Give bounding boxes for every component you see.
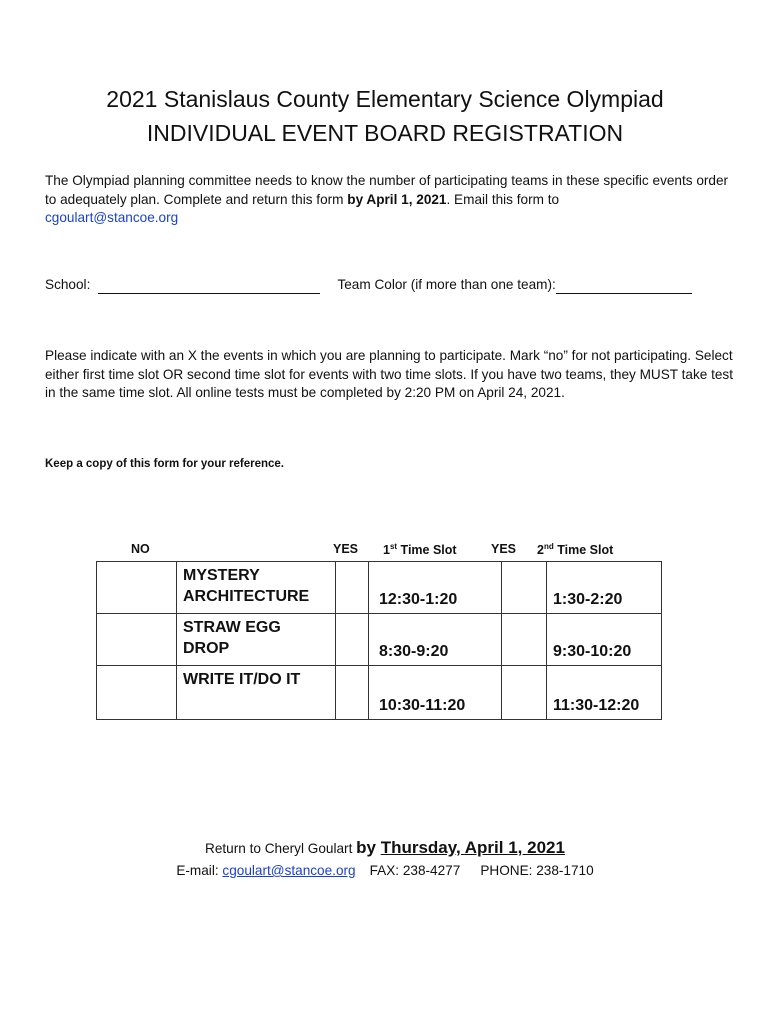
page-title: 2021 Stanislaus County Elementary Science Olympiad [106, 86, 664, 112]
phone-number: PHONE: 238-1710 [480, 863, 594, 878]
yes-slot1-cell[interactable] [336, 562, 369, 614]
return-date: Thursday, April 1, 2021 [380, 838, 565, 857]
no-checkbox-cell[interactable] [97, 614, 177, 666]
instructions-paragraph: Please indicate with an X the events in which you are planning to participate. Mark “no” for not participating. Select either first time slot OR second time slot for events with two time slots. If you have two teams, they MUST take test in the same time slot. All online tests must be completed by 2:20 PM on April 24, 2021. [45, 348, 733, 400]
team-color-label: Team Color (if more than one team): [337, 277, 556, 292]
school-input-line[interactable] [98, 278, 320, 294]
registration-fields [45, 276, 725, 294]
intro-text: The Olympiad planning committee needs to know the number of participating teams in these specific events order to adequately plan. Complete and return this form [45, 173, 729, 207]
page-subtitle: INDIVIDUAL EVENT BOARD REGISTRATION [146, 120, 624, 146]
slot2-time: 9:30-10:20 [547, 614, 662, 666]
table-row [97, 562, 662, 614]
header-yes-1: YES [333, 542, 359, 556]
yes-slot2-cell[interactable] [502, 614, 547, 666]
event-name: STRAW EGG DROP [177, 614, 336, 666]
no-checkbox-cell[interactable] [97, 562, 177, 614]
header-no: NO [131, 542, 150, 556]
school-label: School: [45, 277, 91, 292]
intro-text-after: . Email this form to [446, 191, 560, 207]
table-row [97, 666, 662, 720]
return-by: by [356, 838, 381, 857]
yes-slot1-cell[interactable] [336, 666, 369, 720]
return-line [0, 836, 770, 861]
yes-slot2-cell[interactable] [502, 562, 547, 614]
header-slot-1: 1st Time Slot [383, 542, 457, 558]
header-slot-2: 2nd Time Slot [537, 542, 614, 558]
intro-email-link[interactable]: cgoulart@stancoe.org [45, 210, 179, 225]
team-color-input-line[interactable] [556, 278, 692, 294]
keep-copy-note: Keep a copy of this form for your reference. [45, 458, 285, 470]
email-label: E-mail: [176, 863, 223, 878]
slot2-time: 11:30-12:20 [547, 666, 662, 720]
yes-slot2-cell[interactable] [502, 666, 547, 720]
slot1-time: 8:30-9:20 [369, 614, 502, 666]
table-row [97, 614, 662, 666]
event-name: MYSTERY ARCHITECTURE [177, 562, 336, 614]
intro-deadline: by April 1, 2021 [347, 191, 447, 207]
slot1-time: 10:30-11:20 [369, 666, 502, 720]
return-to-text: Return to Cheryl Goulart [205, 841, 357, 856]
contact-line [0, 862, 770, 880]
slot1-time: 12:30-1:20 [369, 562, 502, 614]
fax-number: FAX: 238-4277 [369, 863, 461, 878]
footer-email-link[interactable]: cgoulart@stancoe.org [222, 863, 356, 878]
slot2-time: 1:30-2:20 [547, 562, 662, 614]
events-table [96, 561, 662, 720]
yes-slot1-cell[interactable] [336, 614, 369, 666]
header-yes-2: YES [491, 542, 517, 556]
no-checkbox-cell[interactable] [97, 666, 177, 720]
intro-paragraph [45, 172, 735, 228]
event-name: WRITE IT/DO IT [177, 666, 336, 720]
